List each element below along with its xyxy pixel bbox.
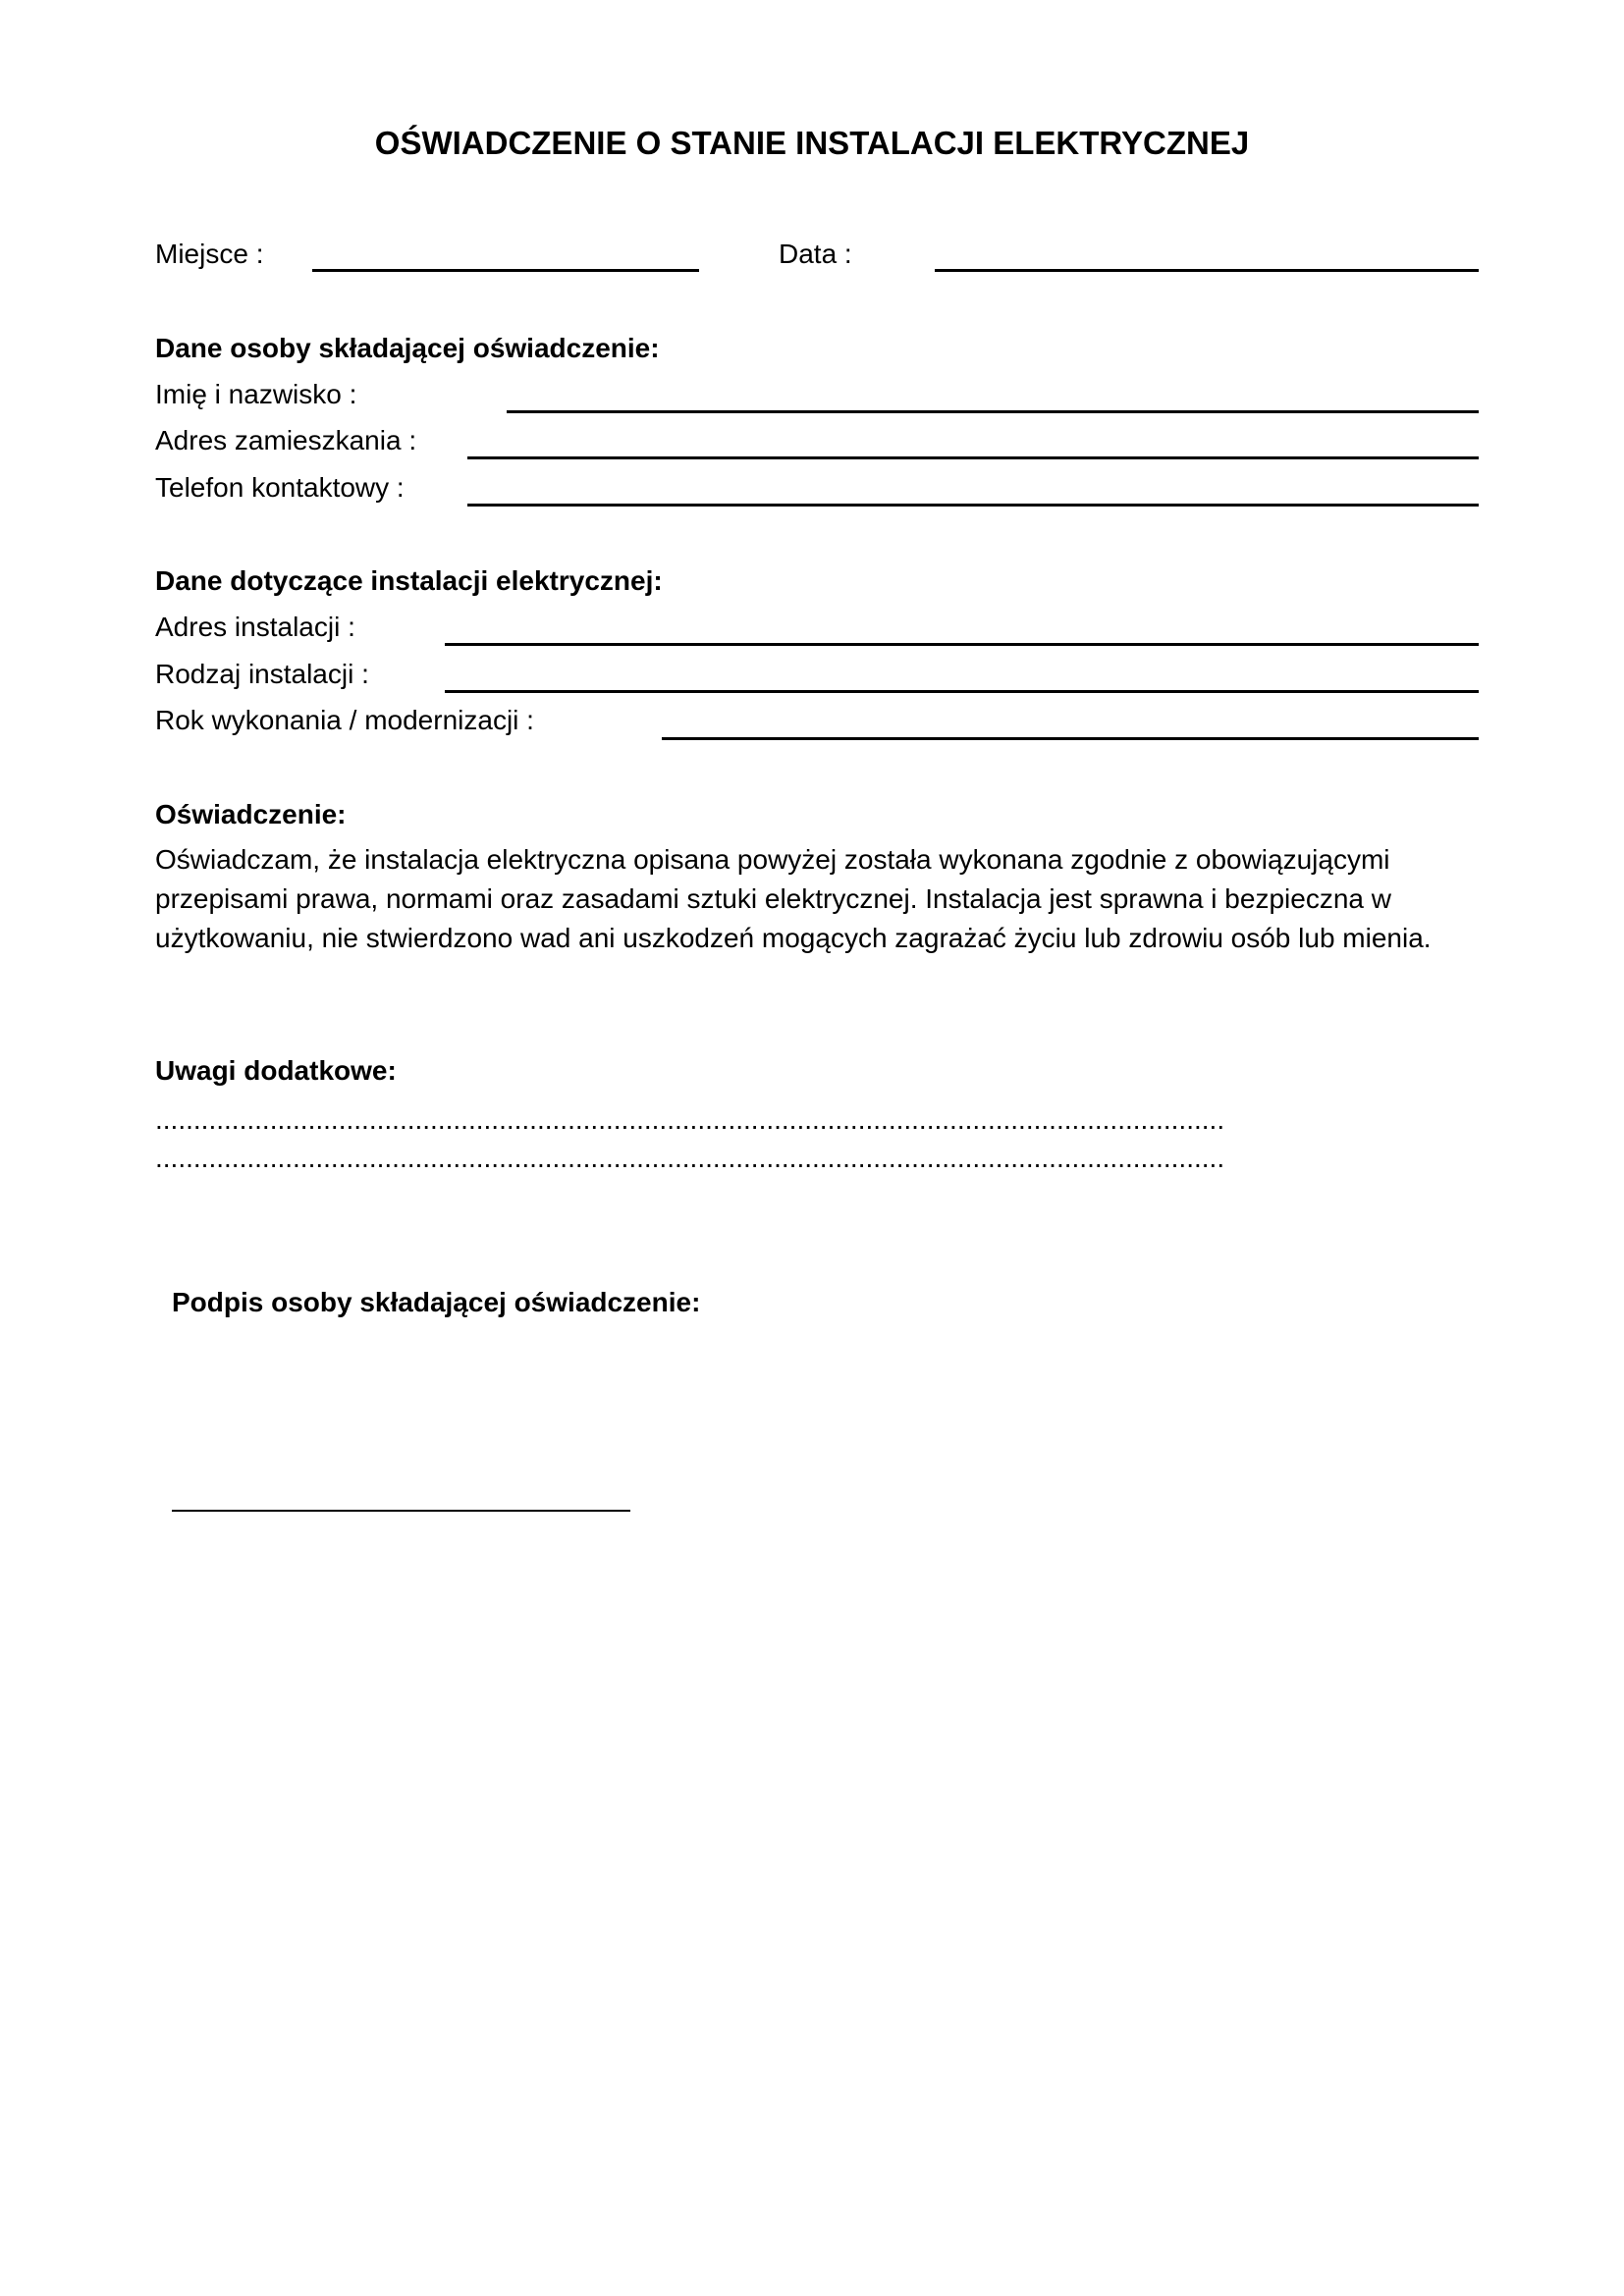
remarks-heading: Uwagi dodatkowe: <box>155 1055 397 1086</box>
statement-line-2: przepisami prawa, normami oraz zasadami sztuki elektrycznej. Instalacja jest sprawna i bezpieczna w <box>155 883 1391 914</box>
statement-line-1: Oświadczam, że instalacja elektryczna opisana powyżej została wykonana zgodnie z obowiązującymi <box>155 844 1390 875</box>
document-title: OŚWIADCZENIE O STANIE INSTALACJI ELEKTRYCZNEJ <box>374 125 1250 161</box>
statement-heading: Oświadczenie: <box>155 799 347 829</box>
installation-year-field[interactable] <box>662 737 1479 740</box>
installation-address-field[interactable] <box>445 643 1479 646</box>
residence-address-label: Adres zamieszkania : <box>155 425 417 455</box>
name-label: Imię i nazwisko : <box>155 379 357 409</box>
installation-address-label: Adres instalacji : <box>155 612 355 642</box>
date-label: Data : <box>779 239 852 269</box>
installation-year-label: Rok wykonania / modernizacji : <box>155 705 534 735</box>
installation-type-field[interactable] <box>445 690 1479 693</box>
place-field[interactable] <box>312 269 699 272</box>
date-field[interactable] <box>935 269 1479 272</box>
signature-label: Podpis osoby składającej oświadczenie: <box>172 1287 701 1317</box>
remarks-line-1[interactable]: ............................................................................................................................................ <box>155 1104 1225 1135</box>
installation-type-label: Rodzaj instalacji : <box>155 659 369 689</box>
phone-label: Telefon kontaktowy : <box>155 472 405 503</box>
residence-address-field[interactable] <box>467 456 1479 459</box>
installation-section-heading: Dane dotyczące instalacji elektrycznej: <box>155 565 663 596</box>
place-label: Miejsce : <box>155 239 264 269</box>
signature-line[interactable] <box>172 1510 630 1512</box>
person-section-heading: Dane osoby składającej oświadczenie: <box>155 333 660 363</box>
phone-field[interactable] <box>467 504 1479 507</box>
name-field[interactable] <box>507 410 1479 413</box>
statement-line-3: użytkowaniu, nie stwierdzono wad ani uszkodzeń mogących zagrażać życiu lub zdrowiu osób lub mienia. <box>155 923 1432 953</box>
remarks-line-2[interactable]: ............................................................................................................................................ <box>155 1143 1225 1173</box>
